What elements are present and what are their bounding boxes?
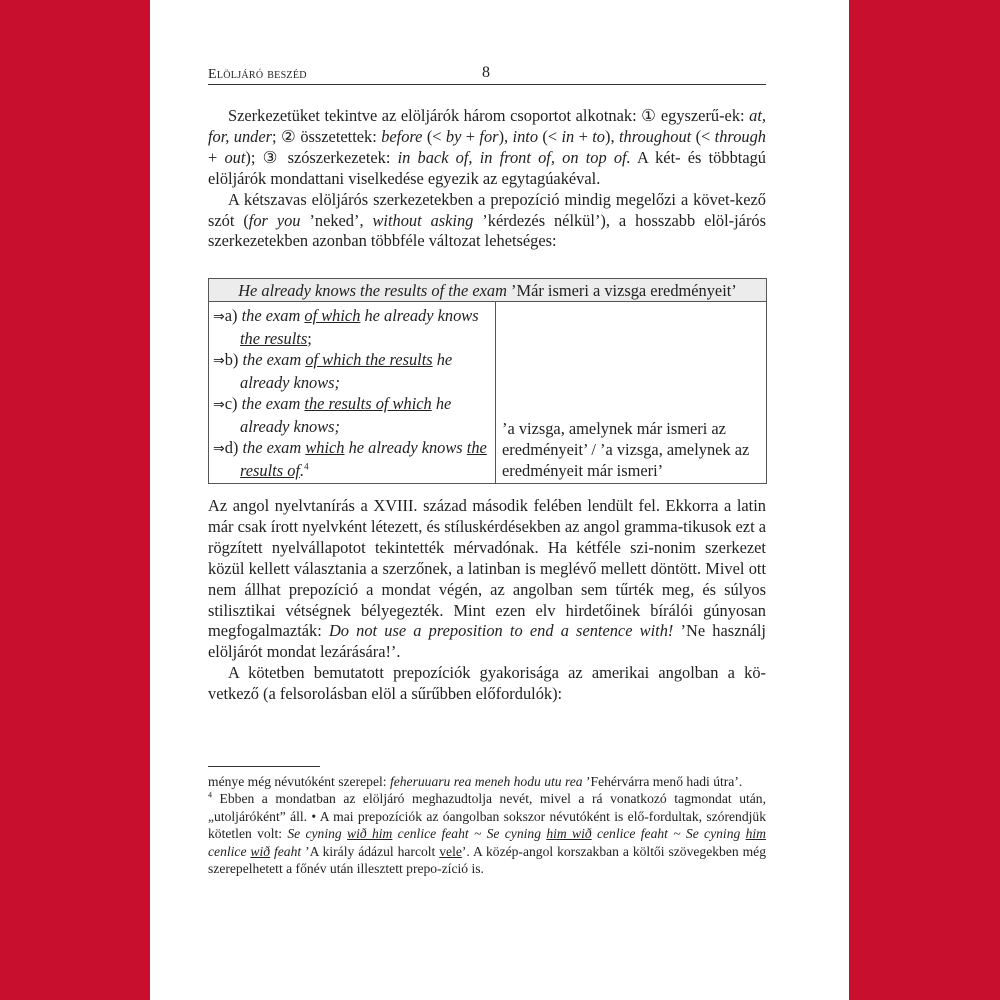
paragraph-3 xyxy=(208,496,766,663)
paragraph-1 xyxy=(208,106,766,190)
text: he already knows xyxy=(360,306,479,325)
underlined: wið him xyxy=(347,826,393,842)
running-title: Elöljáró beszéd xyxy=(208,67,307,82)
example: in back of, in front of, on top of. xyxy=(397,147,631,167)
underlined: of which the results xyxy=(305,350,433,369)
example-table-body xyxy=(209,302,767,484)
example: feaht xyxy=(270,843,302,859)
variant-label: c) xyxy=(224,394,242,413)
running-header xyxy=(208,64,766,85)
underlined: wið xyxy=(250,843,271,859)
text: + xyxy=(461,126,480,146)
example: before xyxy=(381,126,423,146)
text: the exam xyxy=(242,438,306,457)
text: ’A király ádázul harcolt xyxy=(301,843,440,859)
example: without asking xyxy=(372,210,474,230)
text: ’. A közép-angol korszakban a költői szövegekben még szerepelhetett a főnév után illesztett prepo-zíció is. xyxy=(208,843,766,877)
example-table xyxy=(208,278,767,484)
variant-b xyxy=(213,349,491,393)
text: ; xyxy=(307,329,312,348)
variant-d xyxy=(213,437,491,481)
text: . xyxy=(299,461,305,480)
example: by xyxy=(445,126,462,146)
paragraph-4 xyxy=(208,663,766,705)
example: for you xyxy=(248,210,301,230)
text: he already knows; xyxy=(240,350,453,392)
implies-arrow-icon: ⇒ xyxy=(213,353,225,369)
variant-label: d) xyxy=(224,438,243,457)
text: Ebben a mondatban az elöljáró meghazudtolja nevét, mivel a rá vonatkozó tagmondat után, „utoljáróként” áll. • A mai prepozíciók az óangolban sokszor névutóként is elő-fordultak, szórendjük kötetlen volt: xyxy=(208,791,766,842)
body-text-lower xyxy=(208,496,766,705)
text: he already knows; xyxy=(240,394,452,436)
text: (< xyxy=(538,126,562,146)
text: ; ② összetettek: xyxy=(272,126,382,146)
text: (< xyxy=(691,126,715,146)
paragraph-2 xyxy=(208,190,766,253)
header-translation: ’Már ismeri a vizsga eredményeit’ xyxy=(506,280,737,300)
translation-cell xyxy=(496,302,767,484)
body-text-upper xyxy=(208,106,766,252)
footnote-ref: 4 xyxy=(304,461,309,472)
example: Do not use a preposition to end a sentence with! xyxy=(328,621,674,641)
underlined: of which xyxy=(304,306,361,325)
underlined: which xyxy=(305,438,345,457)
variant-a xyxy=(213,305,491,349)
text: + xyxy=(574,126,593,146)
underlined: the results of which xyxy=(304,394,432,413)
text: Az angol nyelvtanírás a XVIII. század második felében lendült fel. Ekkorra a latin már csak írott nyelvként létezett, és stíluskérdésekben az angol gramma-tikusok ezt a rögzített nyelvállapotot tekintették mérvadónak. Ha kétféle szi-nonim szerkezet közül kellett választania a szerzőnek, a latinban is meglévő mellett döntött. Mivel ott nem állhat prepozíció a mondat végén, az angolban sem tűrték meg, és súlyos stilisztikai vétségnek bélyegezték. Mint ezen elv hirdetőinek bírálói gúnyosan megfogalmazták: xyxy=(208,496,766,641)
footnote-number: 4 xyxy=(208,790,212,800)
text: ménye még névutóként szerepel: xyxy=(208,774,390,789)
text: ), xyxy=(605,126,619,146)
text: ’kérdezés nélkül’), a hosszabb elöl-járós szerkezetekben azonban többféle változat lehetséges: xyxy=(208,210,766,251)
example: at, for, under xyxy=(208,106,766,146)
text: ’Fehérvárra menő hadi útra’. xyxy=(582,774,743,789)
text: ’neked’, xyxy=(300,210,373,230)
implies-arrow-icon: ⇒ xyxy=(213,441,225,457)
text: the exam xyxy=(242,350,306,369)
example: Se cyning xyxy=(287,826,348,842)
underlined: him wið xyxy=(546,826,592,842)
example: cenlice xyxy=(208,843,251,859)
example: cenlice feaht ~ Se cyning xyxy=(591,826,746,842)
text: ), xyxy=(498,126,513,146)
underlined: the results of xyxy=(240,438,487,480)
text: ); ③ szószerkezetek: xyxy=(245,147,398,167)
underlined: vele xyxy=(439,843,462,859)
text: ’Ne használj elöljárót mondat lezárására!’. xyxy=(208,621,766,662)
example: in xyxy=(561,126,575,146)
underlined: him xyxy=(745,826,766,842)
variant-label: a) xyxy=(224,306,242,325)
example: to xyxy=(592,126,605,146)
footnote-continued xyxy=(208,773,766,790)
header-cell xyxy=(209,279,767,302)
text: the exam xyxy=(241,306,305,325)
example: into xyxy=(512,126,539,146)
text: the exam xyxy=(241,394,305,413)
book-page xyxy=(150,0,849,1000)
text: he already knows xyxy=(344,438,467,457)
example: cenlice feaht ~ Se cyning xyxy=(392,826,547,842)
text: (< xyxy=(422,126,446,146)
text: Szerkezetüket tekintve az elöljárók három csoportot alkotnak: ① egyszerű-ek: xyxy=(228,106,750,125)
variants-cell xyxy=(209,302,496,484)
header-example: He already knows the results of the exam xyxy=(238,280,507,300)
example: feheruuaru rea meneh hodu utu rea xyxy=(389,774,583,789)
example-table-header xyxy=(209,279,767,302)
footnote-separator xyxy=(208,766,320,767)
page-number: 8 xyxy=(482,64,491,81)
example: throughout xyxy=(618,126,692,146)
example: out xyxy=(224,147,246,167)
example: through xyxy=(714,126,766,146)
text: A két- és többtagú elöljárók mondattani viselkedése egyezik az egytagúakéval. xyxy=(208,147,766,188)
translation-text: ’a vizsga, amelynek már ismeri az eredményeit’ / ’a vizsga, amelynek az eredményeit már ismeri’ xyxy=(502,419,750,480)
implies-arrow-icon: ⇒ xyxy=(213,309,225,325)
underlined: the results xyxy=(240,329,308,348)
footnotes xyxy=(208,773,766,877)
text: A kétszavas elöljárós szerkezetekben a prepozíció mindig megelőzi a követ-kező szót ( xyxy=(208,189,766,230)
example: for xyxy=(479,126,499,146)
variant-c xyxy=(213,393,491,437)
footnote-4 xyxy=(208,790,766,877)
implies-arrow-icon: ⇒ xyxy=(213,397,225,413)
text: A kötetben bemutatott prepozíciók gyakorisága az amerikai angolban a kö-vetkező (a felsorolásban elöl a sűrűbben előfordulók): xyxy=(208,663,766,704)
text: + xyxy=(208,147,225,167)
variant-label: b) xyxy=(224,350,243,369)
